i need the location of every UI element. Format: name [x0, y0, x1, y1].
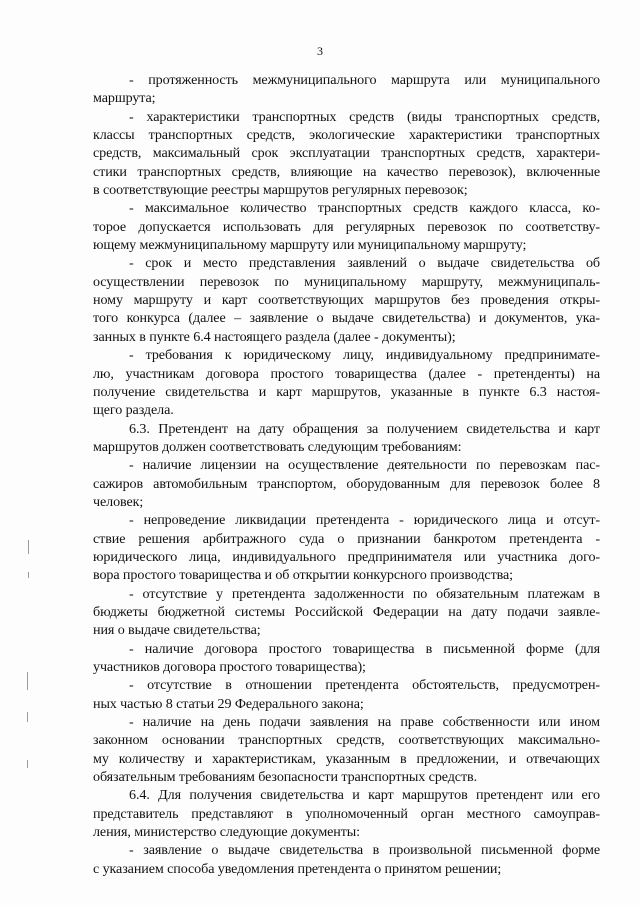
text-line: - наличие лицензии на осуществление деятельности по перевозкам пас- — [129, 457, 600, 474]
text-line: - наличие на день подачи заявления на праве собственности или ином — [129, 714, 600, 731]
text-line: вора простого товарищества и об открытии конкурсного производства; — [93, 567, 513, 584]
text-line: - максимальное количество транспортных средств каждого класса, ко- — [129, 200, 600, 217]
text-line: осуществлении перевозок по муниципальному маршруту, межмуниципаль- — [93, 273, 600, 290]
page-number: 3 — [317, 44, 323, 58]
text-line: получение свидетельства и карт маршрутов, указанные в пункте 6.3 настоя- — [93, 383, 600, 400]
text-line: того конкурса (далее – заявление о выдаче свидетельства) и документов, ука- — [93, 310, 600, 327]
text-line: - заявление о выдаче свидетельства в произвольной письменной форме — [129, 842, 600, 859]
scan-margin-mark — [27, 760, 28, 768]
text-line: с указанием способа уведомления претендента о принятом решении; — [93, 860, 502, 877]
text-line: - отсутствие у претендента задолженности по обязательным платежам в — [129, 585, 600, 602]
text-line: торое допускается использовать для регулярных перевозок по соответству- — [93, 218, 600, 235]
text-line: маршрутов должен соответствовать следующим требованиям: — [93, 438, 462, 455]
text-line: ных частью 8 статьи 29 Федерального закона; — [93, 695, 364, 712]
text-line: классы транспортных средств, экологические характеристики транспортных — [93, 127, 600, 144]
text-line: человек; — [93, 493, 144, 510]
text-line: законном основании транспортных средств, соответствующих максимально- — [93, 732, 600, 749]
document-body — [93, 71, 600, 878]
text-line: стики транспортных средств, влияющие на качество перевозок), включенные — [93, 163, 600, 180]
scan-margin-mark — [28, 540, 29, 554]
scan-margin-mark — [28, 572, 29, 578]
text-line: - срок и место представления заявлений о выдаче свидетельства об — [129, 255, 600, 272]
text-line: ления, министерство следующие документы: — [93, 824, 360, 841]
text-line: - отсутствие в отношении претендента обстоятельств, предусмотрен- — [129, 677, 600, 694]
text-line: средств, максимальный срок эксплуатации транспортных средств, характери- — [93, 145, 600, 162]
text-line: - непроведение ликвидации претендента - юридического лица и отсут- — [129, 512, 600, 529]
scan-margin-mark — [27, 712, 28, 722]
text-line: ния о выдаче свидетельства; — [93, 622, 261, 639]
text-line: - требования к юридическому лицу, индивидуальному предпринимате- — [129, 347, 600, 364]
text-line: му количеству и характеристикам, указанным в предложении, и отвечающих — [93, 750, 600, 767]
text-line: маршрута; — [93, 90, 156, 107]
text-line: - протяженность межмуниципального маршрута или муниципального — [129, 72, 600, 88]
text-line: - наличие договора простого товарищества в письменной форме (для — [129, 640, 600, 657]
text-line: лю, участникам договора простого товарищества (далее - претенденты) на — [93, 365, 600, 382]
text-line: сажиров автомобильным транспортом, оборудованным для перевозок более 8 — [93, 475, 600, 492]
text-line: занных в пункте 6.4 настоящего раздела (далее - документы); — [93, 328, 456, 345]
text-line: - характеристики транспортных средств (виды транспортных средств, — [129, 108, 600, 125]
text-line: юридического лица, индивидуального предпринимателя или участника дого- — [93, 548, 600, 565]
text-line: ющему межмуниципальному маршруту или муниципальному маршруту; — [93, 237, 527, 254]
text-line: обязательным требованиям безопасности транспортных средств. — [93, 769, 477, 786]
text-line: участников договора простого товарищества); — [93, 659, 366, 675]
text-line: ному маршруту и карт соответствующих маршрутов без проведения откры- — [93, 292, 600, 309]
text-line: представитель представляют в уполномоченный орган местного самоуправ- — [93, 805, 600, 822]
text-line: ствие решения арбитражного суда о признании банкротом претендента - — [93, 530, 600, 547]
text-line: в соответствующие реестры маршрутов регулярных перевозок; — [93, 182, 468, 199]
text-line: 6.4. Для получения свидетельства и карт маршрутов претендент или его — [129, 787, 600, 804]
text-line: щего раздела. — [93, 402, 174, 419]
text-line: бюджеты бюджетной системы Российской Федерации на дату подачи заявле- — [93, 603, 600, 620]
text-line: 6.3. Претендент на дату обращения за получением свидетельства и карт — [129, 420, 600, 437]
scan-margin-mark — [27, 672, 28, 690]
